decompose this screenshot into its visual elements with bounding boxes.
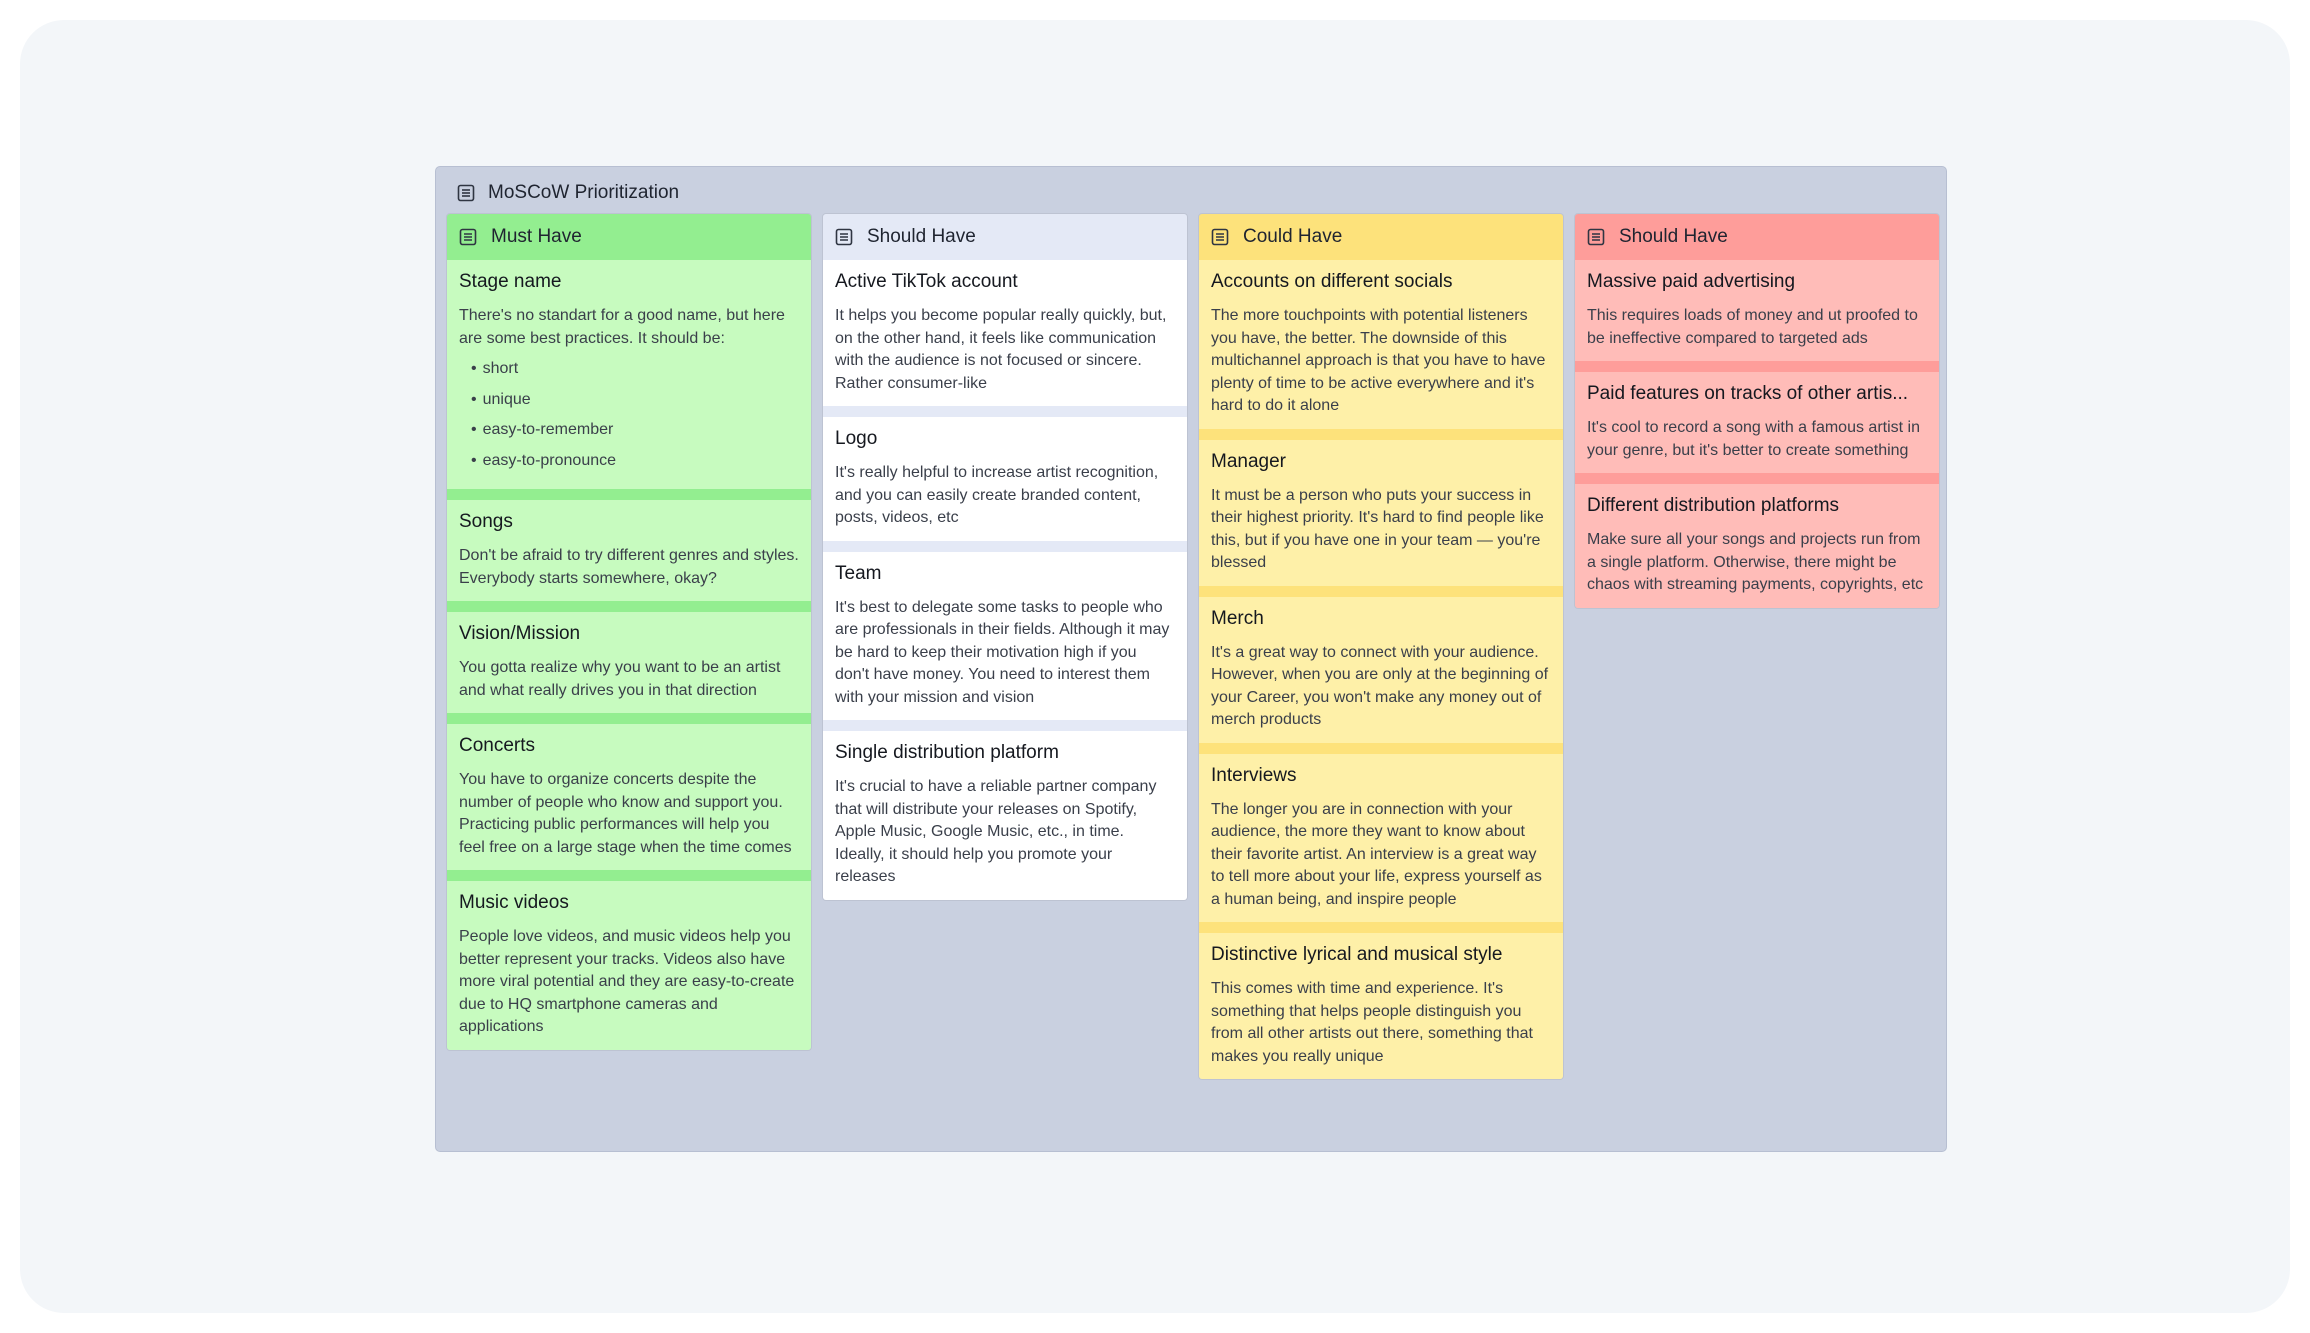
column-title: Should Have xyxy=(867,226,976,247)
column-should-have-red[interactable] xyxy=(1574,213,1940,609)
card[interactable] xyxy=(823,406,1187,541)
card-title: Active TikTok account xyxy=(835,271,1018,292)
column-header[interactable] xyxy=(1575,214,1939,260)
card[interactable] xyxy=(1199,429,1563,586)
card-text: It's really helpful to increase artist recognition, and you can easily create branded content, posts, videos, etc xyxy=(835,464,1159,526)
card-text: It's cool to record a song with a famous artist in your genre, but it's better to create something xyxy=(1587,419,1920,459)
list-icon xyxy=(457,184,475,202)
card-list xyxy=(1575,260,1939,608)
card-title: Logo xyxy=(835,428,878,449)
card[interactable] xyxy=(447,260,811,489)
card-title: Paid features on tracks of other artis... xyxy=(1587,383,1909,404)
list-icon xyxy=(1587,228,1605,246)
card-title: Accounts on different socials xyxy=(1211,271,1453,292)
card[interactable] xyxy=(1199,922,1563,1079)
card[interactable] xyxy=(447,489,811,601)
board-header xyxy=(457,178,679,208)
card-text: This requires loads of money and ut proofed to be ineffective compared to targeted ads xyxy=(1587,307,1918,347)
card[interactable] xyxy=(1199,743,1563,923)
card[interactable] xyxy=(823,720,1187,900)
card-text: You gotta realize why you want to be an artist and what really drives you in that direction xyxy=(459,659,781,699)
card-text: Don't be afraid to try different genres and styles. Everybody starts somewhere, okay? xyxy=(459,547,799,587)
card[interactable] xyxy=(447,601,811,713)
bullet-list xyxy=(459,354,799,476)
card-text: The longer you are in connection with your audience, the more they want to know about their favorite artist. An interview is a great way to tell more about your life, express yourself as a human being, and inspire people xyxy=(1211,800,1542,908)
card-text: It's best to delegate some tasks to people who are professionals in their fields. Although it may be hard to keep their motivation high if you don't have money. You need to interest them with your mission and vision xyxy=(835,598,1170,706)
column-title: Could Have xyxy=(1243,226,1343,247)
column-should-have[interactable] xyxy=(822,213,1188,901)
card[interactable] xyxy=(447,713,811,870)
card[interactable] xyxy=(1575,361,1939,473)
card-title: Songs xyxy=(459,511,513,532)
card-text: The more touchpoints with potential listeners you have, the better. The downside of this multichannel approach is that you have to have plenty of time to be active everywhere and it's hard to do it alone xyxy=(1211,307,1546,414)
canvas-background xyxy=(20,20,2290,1313)
card-list xyxy=(823,260,1187,900)
bullet-item: • easy-to-remember xyxy=(471,415,799,446)
card[interactable] xyxy=(1199,586,1563,743)
moscow-board[interactable] xyxy=(435,166,1947,1152)
card-title: Distinctive lyrical and musical style xyxy=(1211,944,1503,965)
column-header[interactable] xyxy=(447,214,811,260)
card-title: Massive paid advertising xyxy=(1587,271,1796,292)
board-title: MoSCoW Prioritization xyxy=(488,182,680,203)
card-text: It's a great way to connect with your audience. However, when you are only at the beginning of your Career, you won't make any money out of merch products xyxy=(1211,643,1549,728)
card-title: Manager xyxy=(1211,450,1286,472)
card[interactable] xyxy=(1199,260,1563,429)
card-text: It must be a person who puts your success in their highest priority. It's hard to find people like this, but if you have one in your team — you're blessed xyxy=(1211,486,1544,571)
card-text: People love videos, and music videos help you better represent your tracks. Videos also have more viral potential and they are easy-to-create due to HQ smartphone cameras and applications xyxy=(459,928,795,1035)
card-title: Single distribution platform xyxy=(835,742,1059,763)
list-icon xyxy=(835,228,853,246)
card-text: Make sure all your songs and projects run from a single platform. Otherwise, there might be chaos with streaming payments, copyrights, etc xyxy=(1587,531,1924,593)
card-text: There's no standart for a good name, but here are some best practices. It should be: xyxy=(459,307,785,347)
card-title: Vision/Mission xyxy=(459,623,581,644)
card[interactable] xyxy=(1575,473,1939,608)
card-title: Different distribution platforms xyxy=(1587,495,1840,516)
card-text: This comes with time and experience. It's something that helps people distinguish you from all other artists out there, something that makes you really unique xyxy=(1211,980,1533,1065)
card[interactable] xyxy=(823,541,1187,721)
card[interactable] xyxy=(1575,260,1939,361)
card-text: It's crucial to have a reliable partner company that will distribute your releases on Spotify, Apple Music, Google Music, etc., in time. Ideally, it should help you promote your releases xyxy=(835,778,1157,885)
column-could-have[interactable] xyxy=(1198,213,1564,1080)
list-icon xyxy=(1211,228,1229,246)
card[interactable] xyxy=(823,260,1187,406)
card-list xyxy=(1199,260,1563,1079)
column-must-have[interactable] xyxy=(446,213,812,1051)
card-text: You have to organize concerts despite the number of people who know and support you. Practicing public performances will help you feel free on a large stage when the time comes xyxy=(459,771,792,856)
card-title: Music videos xyxy=(459,892,569,913)
bullet-item: • short xyxy=(471,354,799,385)
list-icon xyxy=(459,228,477,246)
card-list xyxy=(447,260,811,1050)
card-title: Concerts xyxy=(459,735,536,756)
column-title: Should Have xyxy=(1619,226,1728,247)
card-title: Interviews xyxy=(1211,764,1297,786)
card-text: It helps you become popular really quickly, but, on the other hand, it feels like communication with the audience is not focused or sincere. Rather consumer-like xyxy=(835,307,1167,392)
column-header[interactable] xyxy=(823,214,1187,260)
card-title: Stage name xyxy=(459,271,562,292)
bullet-item: • easy-to-pronounce xyxy=(471,446,799,477)
columns-container xyxy=(446,213,1940,1080)
bullet-item: • unique xyxy=(471,385,799,416)
card-title: Merch xyxy=(1211,607,1264,629)
card-title: Team xyxy=(835,562,882,584)
column-header[interactable] xyxy=(1199,214,1563,260)
card[interactable] xyxy=(447,870,811,1050)
column-title: Must Have xyxy=(491,226,582,247)
